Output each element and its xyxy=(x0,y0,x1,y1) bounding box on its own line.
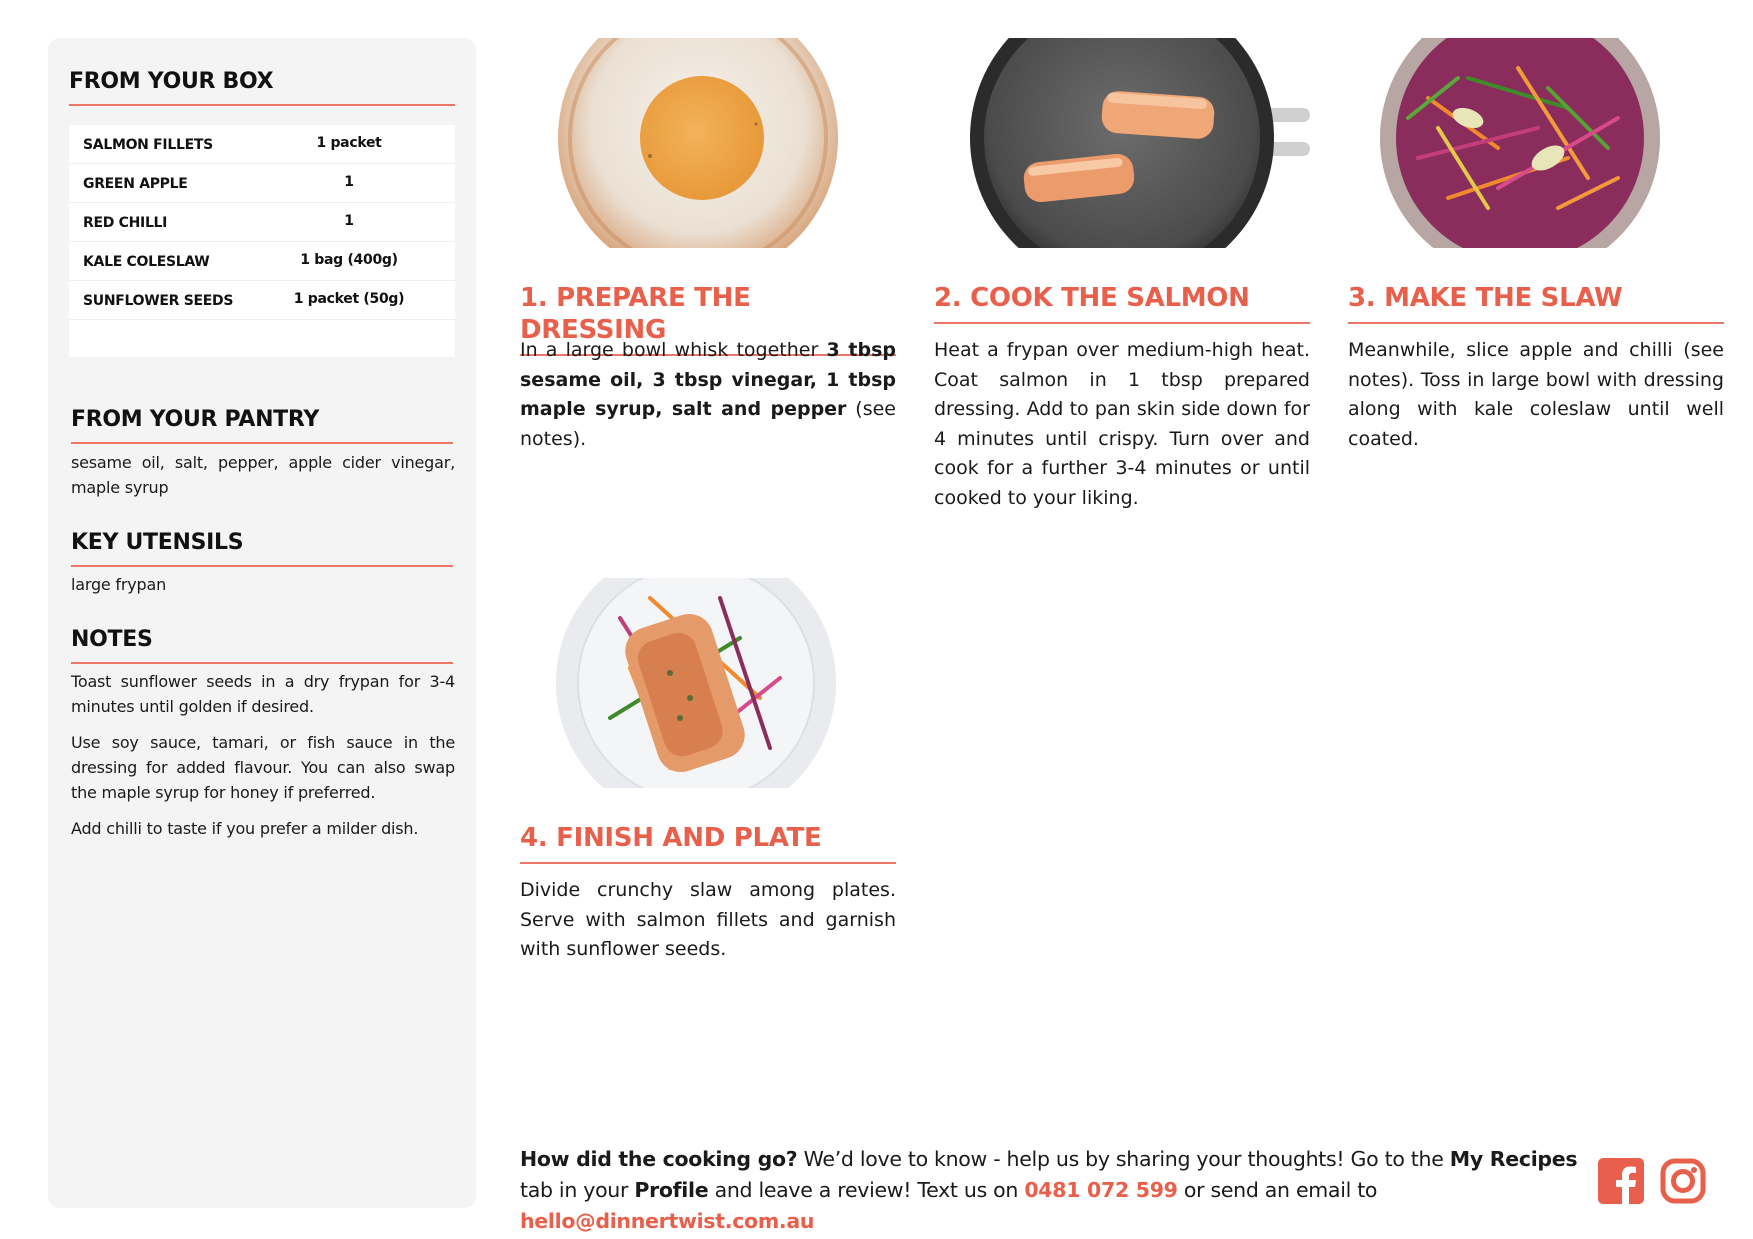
footer-text: We’d love to know - help us by sharing your thoughts! Go to the xyxy=(797,1147,1450,1171)
table-row xyxy=(69,164,455,203)
table-row xyxy=(69,203,455,242)
slaw-bowl-image xyxy=(1348,38,1724,248)
from-your-box-heading: FROM YOUR BOX xyxy=(69,68,455,106)
step-2 xyxy=(934,38,1310,509)
step-1 xyxy=(520,38,896,450)
salmon-frypan-image xyxy=(934,38,1310,248)
step-4-title: 4. FINISH AND PLATE xyxy=(520,822,896,864)
footer-text: or send an email to xyxy=(1177,1178,1378,1202)
step-1-text xyxy=(520,336,896,454)
key-utensils-heading: KEY UTENSILS xyxy=(71,529,453,567)
step-4-photo xyxy=(520,578,896,788)
feedback-footer xyxy=(520,1144,1580,1237)
footer-text: tab in your xyxy=(520,1178,635,1202)
ingredient-name: SUNFLOWER SEEDS xyxy=(83,293,234,309)
note-item: Use soy sauce, tamari, or fish sauce in the dressing for added flavour. You can also swap the maple syrup for honey if preferred. xyxy=(71,733,455,802)
plated-salmon-image xyxy=(520,578,896,788)
step-2-title: 2. COOK THE SALMON xyxy=(934,282,1310,324)
step-4 xyxy=(520,578,896,960)
note-item: Toast sunflower seeds in a dry frypan for 3-4 minutes until golden if desired. xyxy=(71,672,455,716)
note-item: Add chilli to taste if you prefer a milder dish. xyxy=(71,819,419,838)
step-3-photo xyxy=(1348,38,1724,248)
step-1-text-end: (see notes). xyxy=(520,398,896,450)
my-recipes-link[interactable]: My Recipes xyxy=(1449,1147,1578,1171)
step-3 xyxy=(1348,38,1724,450)
from-your-pantry-heading: FROM YOUR PANTRY xyxy=(71,406,453,444)
facebook-icon[interactable] xyxy=(1598,1158,1644,1204)
ingredients-table xyxy=(69,125,455,357)
ingredient-qty: 1 bag (400g) xyxy=(300,252,398,268)
pantry-text: sesame oil, salt, pepper, apple cider vinegar, maple syrup xyxy=(71,453,455,497)
instagram-icon[interactable] xyxy=(1660,1158,1706,1204)
email-link[interactable]: hello@dinnertwist.com.au xyxy=(520,1209,815,1233)
notes-list xyxy=(71,669,455,852)
table-row xyxy=(69,242,455,281)
step-1-photo xyxy=(520,38,896,248)
step-3-text: Meanwhile, slice apple and chilli (see notes). Toss in large bowl with dressing along with kale coleslaw until well coated. xyxy=(1348,339,1724,450)
sidebar-panel xyxy=(48,38,476,1208)
ingredient-name: GREEN APPLE xyxy=(83,176,188,192)
ingredient-qty: 1 xyxy=(344,213,354,229)
phone-link[interactable]: 0481 072 599 xyxy=(1024,1178,1178,1202)
step-4-text: Divide crunchy slaw among plates. Serve with salmon fillets and garnish with sunflower seeds. xyxy=(520,879,896,960)
ingredient-qty: 1 packet (50g) xyxy=(293,291,405,307)
step-1-text-bold: 3 tbsp sesame oil, 3 tbsp vinegar, 1 tbsp maple syrup, salt and pepper xyxy=(520,339,896,420)
footer-text: and leave a review! Text us on xyxy=(708,1178,1025,1202)
notes-heading: NOTES xyxy=(71,626,453,664)
ingredient-qty: 1 xyxy=(344,174,354,190)
dressing-bowl-image xyxy=(520,38,896,248)
step-2-text: Heat a frypan over medium-high heat. Coat salmon in 1 tbsp prepared dressing. Add to pan skin side down for 4 minutes until crispy. Turn over and cook for a further 3-4 minutes or until cooked to your liking. xyxy=(934,339,1310,509)
ingredient-name: SALMON FILLETS xyxy=(83,137,213,153)
profile-link[interactable]: Profile xyxy=(634,1178,709,1202)
step-3-title: 3. MAKE THE SLAW xyxy=(1348,282,1724,324)
utensils-text: large frypan xyxy=(71,575,167,594)
footer-question: How did the cooking go? xyxy=(520,1147,798,1171)
step-2-photo xyxy=(934,38,1310,248)
step-1-title: 1. PREPARE THE DRESSING xyxy=(520,282,896,356)
ingredient-name: KALE COLESLAW xyxy=(83,254,210,270)
table-row xyxy=(69,125,455,164)
ingredient-name: RED CHILLI xyxy=(83,215,168,231)
step-1-text-start: In a large bowl whisk together xyxy=(520,339,827,361)
ingredient-qty: 1 packet xyxy=(316,135,382,151)
table-row xyxy=(69,281,455,320)
